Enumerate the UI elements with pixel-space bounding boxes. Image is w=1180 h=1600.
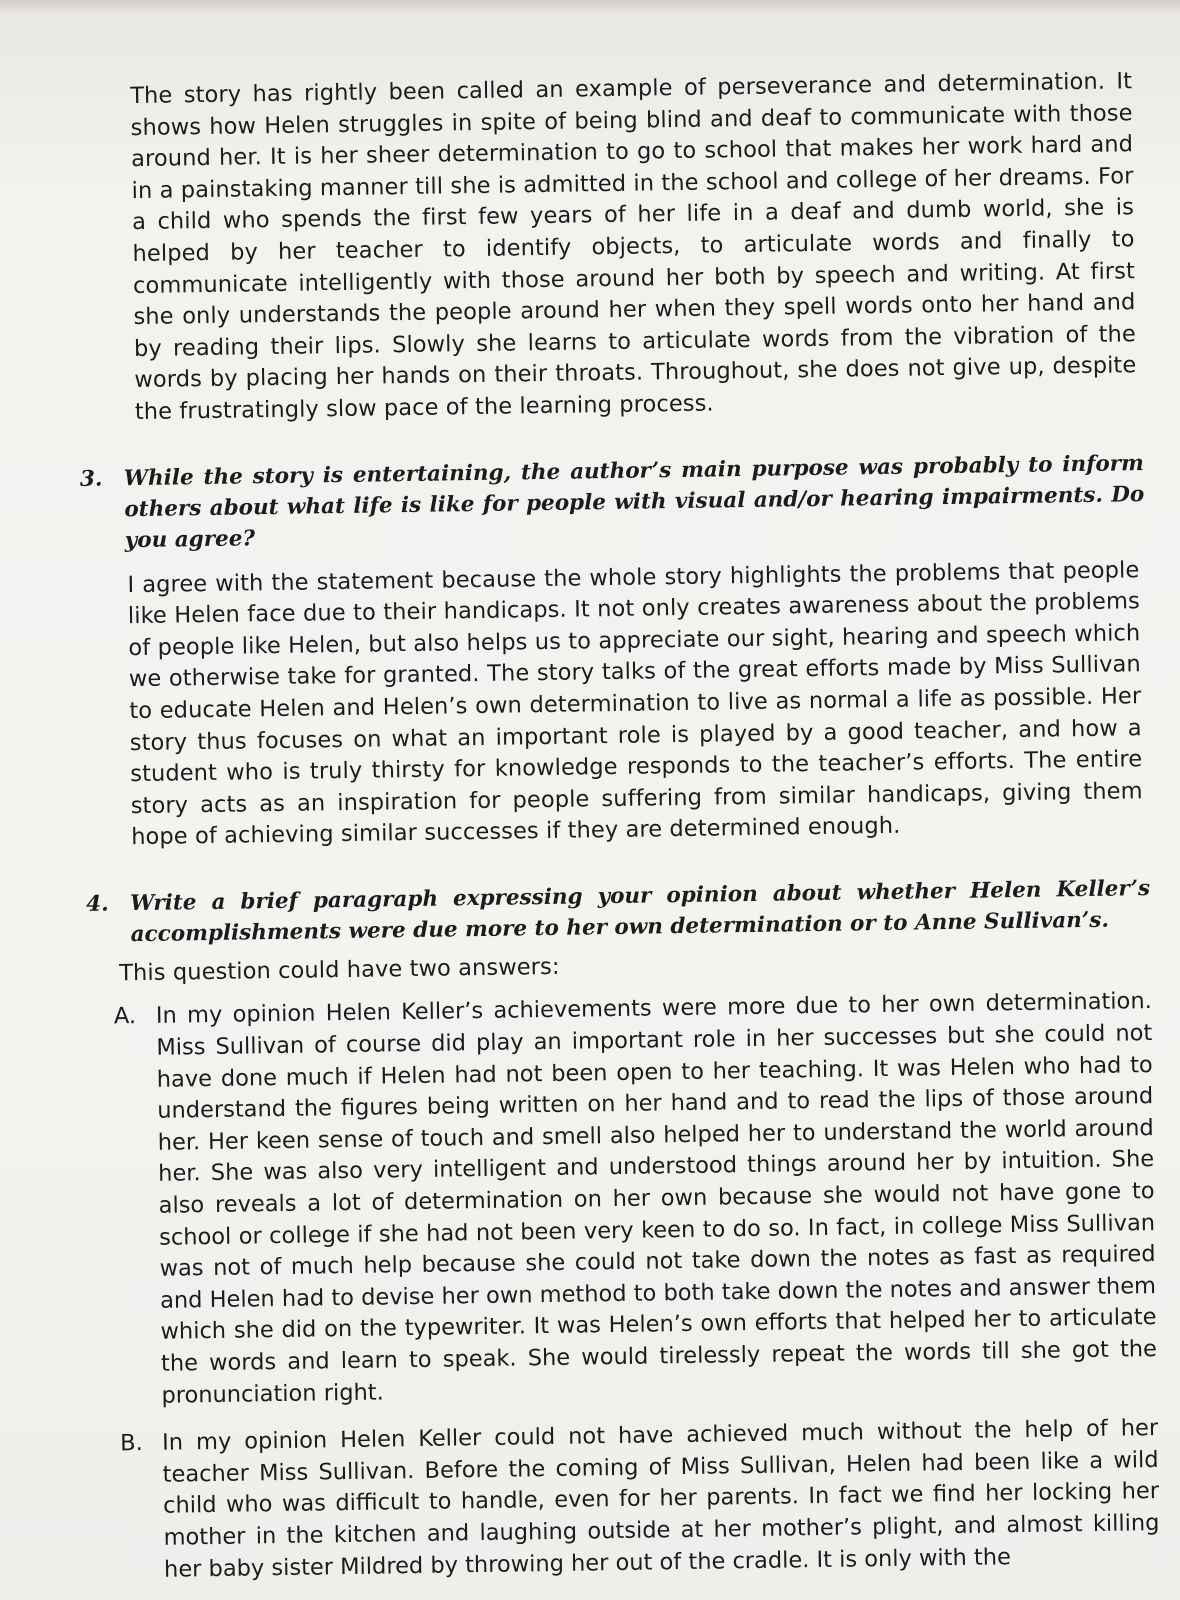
answer-option-a — [82, 986, 1158, 1413]
question-4 — [80, 873, 1151, 951]
question-4-number: 4. — [86, 891, 109, 917]
question-3 — [74, 448, 1145, 557]
option-b-text: In my opinion Helen Keller could not have achieved much without the help of her teacher Miss Sullivan. Before the coming of Miss Sullivan, Helen had been like a wild child who was difficult to handle, even for her parents. In fact we find her locking her mother in the kitchen and laughing outside at her mother’s plight, and almost killing her baby sister Mildred by throwing her out of the cradle. It is only with the — [162, 1415, 1160, 1583]
option-a-letter: A. — [113, 1003, 137, 1030]
page-top-shadow — [0, 0, 1180, 14]
question-3-number: 3. — [79, 466, 103, 492]
answer-2-paragraph: The story has rightly been called an example of perseverance and determination. It shows how Helen struggles in spite of being blind and deaf to communicate with those around her. It is her sheer determination to go to school that makes her work hard and in a painstaking manner till she is admitted in the school and college of her dreams. For a child who spends the first few years of her life in a deaf and dumb world, she is helped by her teacher to identify objects, to articulate words and finally to communicate intelligently with those around her both by speech and writing. At first she only understands the people around her when they spell words onto her hand and by reading their lips. Slowly she learns to articulate words from the vibration of the words by placing her hands on their throats. Throughout, she does not give up, despite the frustratingly slow pace of the learning process. — [130, 68, 1137, 425]
answer-option-b — [88, 1413, 1160, 1587]
option-a-text: In my opinion Helen Keller’s achievements were more due to her own determination. Miss Sullivan of course did play an important role in her successes but she could not have done much if Helen had not been open to her teaching. It was Helen who had to understand the figures being written on her hand and to read the lips of those around her. Her keen sense of touch and smell also helped her to understand the world around her. She was also very intelligent and understood things around her by intuition. She also reveals a lot of determination on her own because she would not have gone to school or college if she had not been very keen to do so. In fact, in college Miss Sullivan was not of much help because she could not take down the notes as fast as required and Helen had to devise her own method to both take down the notes and answer them which she did on the typewriter. It was Helen’s own efforts that helped her to articulate the words and learn to speak. She would tirelessly repeat the words till she got the pronunciation right. — [155, 988, 1158, 1409]
question-4-text: Write a brief paragraph expressing your opinion about whether Helen Keller’s accomplishments were due more to her own determination or to Anne Sullivan’s. — [130, 875, 1151, 948]
page-content — [68, 66, 1160, 1587]
answer-3-paragraph: I agree with the statement because the whole story highlights the problems that people like Helen face due to their handicaps. It not only creates awareness about the problems of people like Helen, but also helps us to appreciate our sight, hearing and speech which we otherwise take for granted. The story talks of the great efforts made by Miss Sullivan to educate Helen and Helen’s own determination to live as normal a life as possible. Her story thus focuses on what an important role is played by a good teacher, and how a student who is truly thirsty for knowledge responds to the teacher’s efforts. The entire story acts as an inspiration for people suffering from similar handicaps, giving them hope of achieving similar successes if they are determined enough. — [127, 556, 1143, 851]
option-b-letter: B. — [120, 1430, 143, 1457]
question-3-text: While the story is entertaining, the author’s main purpose was probably to inform others about what life is like for people with visual and/or hearing impairments. Do you agree? — [123, 450, 1145, 553]
answer-4-intro: This question could have two answers: — [119, 953, 560, 987]
